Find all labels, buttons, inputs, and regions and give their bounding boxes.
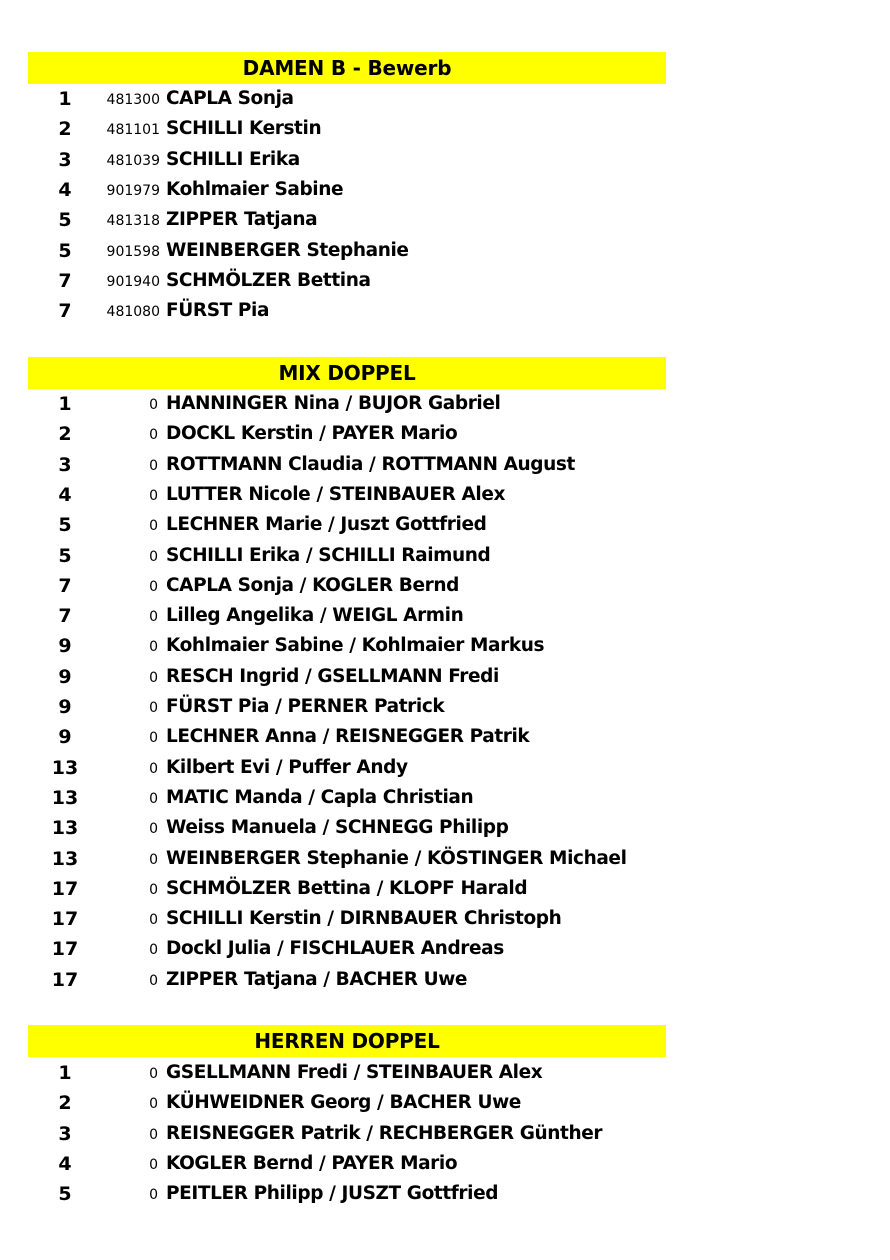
player-number: 481101 xyxy=(106,122,160,139)
rank: 7 xyxy=(58,269,72,292)
player-number: 0 xyxy=(149,881,158,898)
player-name: PEITLER Philipp / JUSZT Gottfried xyxy=(166,1183,499,1205)
rank: 9 xyxy=(58,635,72,658)
rank: 2 xyxy=(58,423,72,446)
player-number: 0 xyxy=(149,457,158,474)
ranking-row xyxy=(0,783,890,813)
player-name: HANNINGER Nina / BUJOR Gabriel xyxy=(166,393,501,414)
ranking-row xyxy=(0,510,890,540)
ranking-row xyxy=(0,205,890,235)
rank: 5 xyxy=(58,544,72,567)
player-name: Dockl Julia / FISCHLAUER Andreas xyxy=(166,938,504,960)
rank: 17 xyxy=(51,938,79,961)
rank: 5 xyxy=(58,239,72,262)
player-name: GSELLMANN Fredi / STEINBAUER Alex xyxy=(166,1062,543,1083)
rank: 17 xyxy=(51,877,79,900)
player-name: KÜHWEIDNER Georg / BACHER Uwe xyxy=(166,1092,521,1114)
rank: 4 xyxy=(58,178,72,201)
player-name: SCHILLI Kerstin / DIRNBAUER Christoph xyxy=(166,908,562,930)
player-number: 0 xyxy=(149,821,158,838)
player-name: CAPLA Sonja / KOGLER Bernd xyxy=(166,574,459,596)
player-name: LUTTER Nicole / STEINBAUER Alex xyxy=(166,483,506,505)
player-name: SCHMÖLZER Bettina / KLOPF Harald xyxy=(166,877,528,899)
player-number: 0 xyxy=(149,427,158,444)
rank: 1 xyxy=(58,1062,72,1084)
player-number: 0 xyxy=(149,397,158,413)
ranking-row xyxy=(0,114,890,144)
player-number: 0 xyxy=(149,700,158,716)
player-name: WEINBERGER Stephanie xyxy=(166,239,409,261)
player-name: KOGLER Bernd / PAYER Mario xyxy=(166,1152,458,1174)
ranking-row xyxy=(0,692,890,722)
player-name: SCHILLI Kerstin xyxy=(166,118,322,140)
player-name: ROTTMANN Claudia / ROTTMANN August xyxy=(166,453,575,475)
player-number: 0 xyxy=(149,487,158,504)
rank: 17 xyxy=(51,908,79,931)
rank: 7 xyxy=(58,605,72,628)
player-name: Lilleg Angelika / WEIGL Armin xyxy=(166,605,464,627)
player-number: 0 xyxy=(149,912,158,929)
rank: 13 xyxy=(51,847,79,870)
rank: 3 xyxy=(58,1122,72,1145)
rank: 13 xyxy=(51,817,79,840)
player-name: Kohlmaier Sabine / Kohlmaier Markus xyxy=(166,635,545,657)
ranking-row xyxy=(0,601,890,631)
player-name: SCHILLI Erika xyxy=(166,148,300,170)
ranking-row xyxy=(0,722,890,752)
player-number: 0 xyxy=(149,1066,158,1082)
player-name: ZIPPER Tatjana xyxy=(166,209,318,231)
rank: 3 xyxy=(58,148,72,171)
player-name: LECHNER Anna / REISNEGGER Patrik xyxy=(166,726,530,748)
player-number: 0 xyxy=(149,1156,158,1173)
rank: 1 xyxy=(58,393,72,415)
player-number: 0 xyxy=(149,669,158,686)
rank: 9 xyxy=(58,665,72,688)
player-number: 481080 xyxy=(106,304,160,321)
section-header: DAMEN B - Bewerb xyxy=(28,52,666,84)
ranking-row xyxy=(0,541,890,571)
rank: 9 xyxy=(58,696,72,718)
player-name: SCHILLI Erika / SCHILLI Raimund xyxy=(166,544,491,566)
ranking-row xyxy=(0,175,890,205)
player-number: 0 xyxy=(149,1126,158,1143)
player-number: 0 xyxy=(149,730,158,747)
rank: 1 xyxy=(58,88,72,110)
player-number: 0 xyxy=(149,639,158,656)
rank: 2 xyxy=(58,118,72,141)
ranking-row xyxy=(0,450,890,480)
player-number: 901940 xyxy=(106,273,160,290)
ranking-row xyxy=(0,1179,890,1209)
ranking-row xyxy=(0,419,890,449)
player-name: REISNEGGER Patrik / RECHBERGER Günther xyxy=(166,1122,603,1144)
player-number: 0 xyxy=(149,1096,158,1113)
ranking-row xyxy=(0,753,890,783)
player-number: 0 xyxy=(149,851,158,868)
player-number: 481300 xyxy=(106,92,160,108)
ranking-row xyxy=(0,84,890,114)
player-number: 0 xyxy=(149,790,158,807)
ranking-row xyxy=(0,296,890,326)
player-number: 901598 xyxy=(106,243,160,260)
rank: 4 xyxy=(58,1152,72,1175)
ranking-row xyxy=(0,1149,890,1179)
player-name: SCHMÖLZER Bettina xyxy=(166,269,371,291)
section-header: HERREN DOPPEL xyxy=(28,1025,666,1057)
ranking-row xyxy=(0,1119,890,1149)
ranking-row xyxy=(0,662,890,692)
ranking-row xyxy=(0,844,890,874)
player-name: MATIC Manda / Capla Christian xyxy=(166,786,474,808)
ranking-row xyxy=(0,631,890,661)
rank: 9 xyxy=(58,726,72,749)
player-name: RESCH Ingrid / GSELLMANN Fredi xyxy=(166,665,499,687)
player-number: 0 xyxy=(149,1187,158,1204)
ranking-row xyxy=(0,571,890,601)
player-name: CAPLA Sonja xyxy=(166,88,294,109)
player-number: 0 xyxy=(149,760,158,777)
player-name: FÜRST Pia xyxy=(166,300,270,322)
ranking-row xyxy=(0,874,890,904)
player-number: 901979 xyxy=(106,182,160,199)
ranking-row xyxy=(0,934,890,964)
ranking-row xyxy=(0,904,890,934)
rank: 3 xyxy=(58,453,72,476)
rank: 17 xyxy=(51,968,79,991)
player-number: 0 xyxy=(149,972,158,989)
ranking-row xyxy=(0,480,890,510)
player-name: Weiss Manuela / SCHNEGG Philipp xyxy=(166,817,509,839)
ranking-row xyxy=(0,965,890,995)
rank: 13 xyxy=(51,756,79,779)
player-name: LECHNER Marie / Juszt Gottfried xyxy=(166,514,487,536)
player-name: ZIPPER Tatjana / BACHER Uwe xyxy=(166,968,468,990)
rank: 2 xyxy=(58,1092,72,1115)
rank: 5 xyxy=(58,209,72,232)
ranking-row xyxy=(0,1058,890,1088)
player-number: 481039 xyxy=(106,152,160,169)
rank: 7 xyxy=(58,300,72,323)
player-number: 0 xyxy=(149,578,158,595)
player-name: FÜRST Pia / PERNER Patrick xyxy=(166,696,445,717)
ranking-row xyxy=(0,266,890,296)
rank: 13 xyxy=(51,786,79,809)
player-number: 0 xyxy=(149,518,158,535)
player-name: WEINBERGER Stephanie / KÖSTINGER Michael xyxy=(166,847,627,869)
player-number: 481318 xyxy=(106,213,160,230)
player-number: 0 xyxy=(149,548,158,565)
ranking-row xyxy=(0,236,890,266)
player-number: 0 xyxy=(149,942,158,959)
ranking-row xyxy=(0,389,890,419)
rank: 5 xyxy=(58,514,72,537)
player-name: DOCKL Kerstin / PAYER Mario xyxy=(166,423,458,445)
rank: 4 xyxy=(58,483,72,506)
ranking-row xyxy=(0,145,890,175)
ranking-row xyxy=(0,813,890,843)
rank: 5 xyxy=(58,1183,72,1206)
section-header: MIX DOPPEL xyxy=(28,357,666,389)
ranking-row xyxy=(0,1088,890,1118)
player-name: Kilbert Evi / Puffer Andy xyxy=(166,756,408,778)
player-number: 0 xyxy=(149,609,158,626)
player-name: Kohlmaier Sabine xyxy=(166,178,344,200)
rank: 7 xyxy=(58,574,72,597)
